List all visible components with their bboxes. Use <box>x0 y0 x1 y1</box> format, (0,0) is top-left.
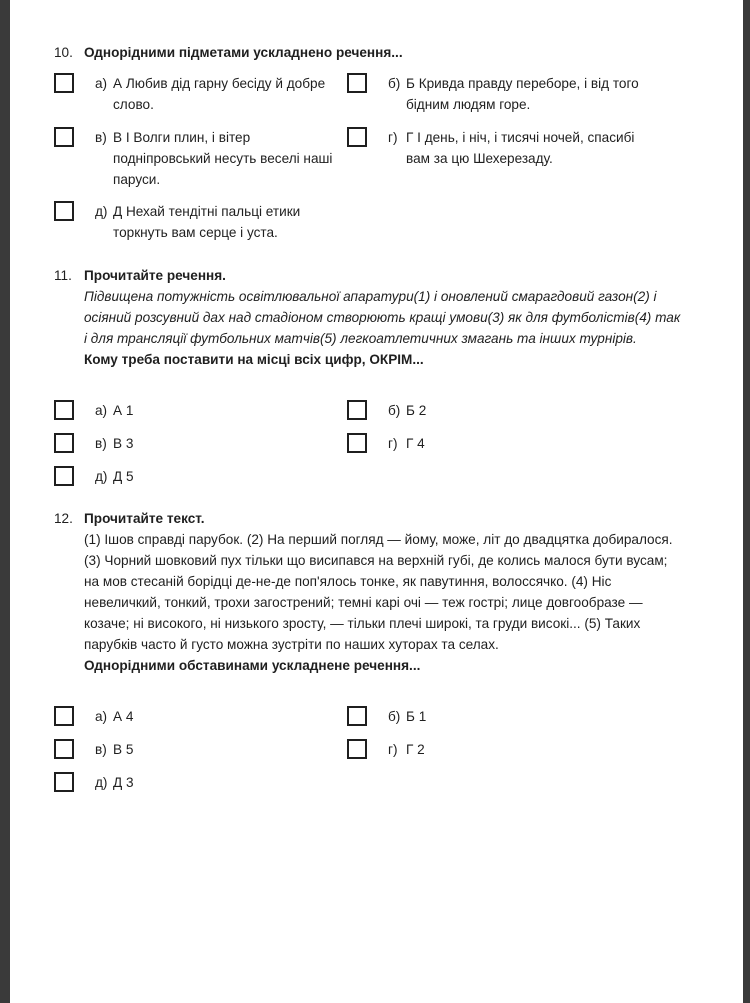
option-text: В 3 <box>113 436 134 451</box>
option-letter: а) <box>95 76 108 91</box>
question-header <box>54 42 684 63</box>
question-number: 10. <box>54 45 73 60</box>
option-letter: д) <box>95 204 108 219</box>
question-text: (1) Ішов справді парубок. (2) На перший погляд — йому, може, літ до двадцятка добиралося. (3) Чорний шовковий пух тільки що висипався на верхній губі, де колись малося бути вусам; на мов стесаній борідці де-не-де поп'ялось тонке, як павутиння, волоссячко. (4) Ніс невеличкий, тонкий, трохи загострений; темні карі очі — теж гострі; лице довгообразе — козаче; ні високого, ні низького зросту, — тільки плечі широкі, та груди високі... (5) Таких парубків часто й густо можна зустріти по наших хуторах та селах. <box>84 532 673 652</box>
option-text: Г 4 <box>406 436 425 451</box>
checkbox[interactable] <box>347 127 367 147</box>
option-text: Б 2 <box>406 403 427 418</box>
question-12 <box>54 508 684 676</box>
checkbox[interactable] <box>54 400 74 420</box>
option-letter: а) <box>95 403 108 418</box>
question-text: Підвищена потужність освітлювальної апаратури(1) і оновлений смарагдовий газон(2) і осіяний розсувний дах над стадіоном створюють кращі умови(3) як для футболістів(4) так і для трансляції футбольних матчів(5) легкоатлетичних змагань та інших турнірів. <box>84 289 681 346</box>
option-letter: г) <box>388 742 398 757</box>
option-text: В 5 <box>113 742 134 757</box>
question-10 <box>54 42 684 63</box>
checkbox[interactable] <box>54 127 74 147</box>
option-text: А Любив дід гарну бесіду й добре слово. <box>113 76 326 112</box>
checkbox[interactable] <box>347 400 367 420</box>
option-letter: д) <box>95 775 108 790</box>
option-letter: в) <box>95 436 107 451</box>
question-number: 12. <box>54 511 73 526</box>
option-letter: б) <box>388 709 401 724</box>
checkbox[interactable] <box>347 706 367 726</box>
checkbox[interactable] <box>54 433 74 453</box>
option-letter: б) <box>388 403 401 418</box>
checkbox[interactable] <box>54 73 74 93</box>
option-text: А 1 <box>113 403 134 418</box>
option-text: В І Волги плин, і вітер подніпровський несуть веселі наші паруси. <box>113 130 333 187</box>
checkbox[interactable] <box>54 772 74 792</box>
option-letter: а) <box>95 709 108 724</box>
option-text: А 4 <box>113 709 134 724</box>
question-title: Прочитайте речення. <box>84 268 226 283</box>
option-text: Б 1 <box>406 709 427 724</box>
checkbox[interactable] <box>54 739 74 759</box>
question-number: 11. <box>54 268 72 283</box>
checkbox[interactable] <box>54 201 74 221</box>
option-letter: г) <box>388 130 398 145</box>
option-text: Д Нехай тендітні пальці етики торкнуть вам серце і уста. <box>113 204 301 240</box>
question-prompt: Кому треба поставити на місці всіх цифр, ОКРІМ... <box>84 352 424 367</box>
option-text: Д 5 <box>113 469 134 484</box>
question-header <box>54 508 684 529</box>
option-letter: г) <box>388 436 398 451</box>
question-title: Прочитайте текст. <box>84 511 205 526</box>
checkbox[interactable] <box>347 73 367 93</box>
option-letter: в) <box>95 742 107 757</box>
option-text: Г І день, і ніч, і тисячі ночей, спасибі вам за цю Шехерезаду. <box>406 130 635 166</box>
option-text: Г 2 <box>406 742 425 757</box>
option-text: Д 3 <box>113 775 134 790</box>
option-letter: д) <box>95 469 108 484</box>
option-letter: в) <box>95 130 107 145</box>
checkbox[interactable] <box>347 739 367 759</box>
checkbox[interactable] <box>347 433 367 453</box>
option-text: Б Кривда правду переборе, і від того бідним людям горе. <box>406 76 639 112</box>
question-11 <box>54 265 684 370</box>
question-title: Однорідними підметами ускладнено речення... <box>84 45 403 60</box>
test-page <box>10 0 743 1003</box>
question-header <box>54 265 684 286</box>
question-prompt: Однорідними обставинами ускладнене речення... <box>84 658 421 673</box>
checkbox[interactable] <box>54 466 74 486</box>
option-letter: б) <box>388 76 401 91</box>
checkbox[interactable] <box>54 706 74 726</box>
